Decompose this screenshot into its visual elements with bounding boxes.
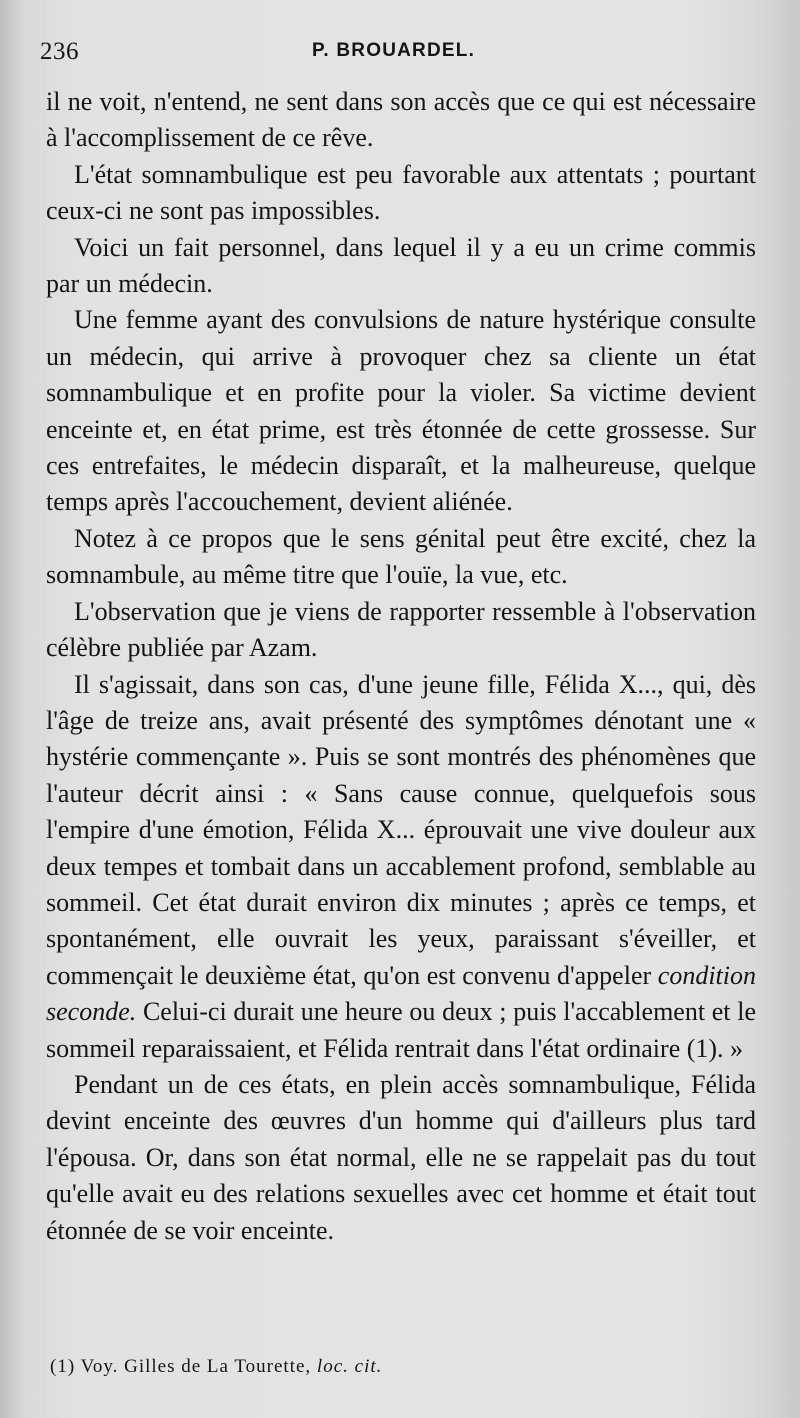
- footnote-text: Voy. Gilles de La Tourette,: [80, 1356, 312, 1377]
- paragraph: Une femme ayant des convulsions de nature hystérique consulte un médecin, qui arrive à provoquer chez sa cliente un état somnambulique et en profite pour la violer. Sa victime devient enceinte et, en état prime, est très étonnée de cette grossesse. Sur ces entrefaites, le médecin disparaît, et la malheureuse, quelque temps après l'accouchement, devient aliénée.: [46, 305, 756, 517]
- paragraph: Pendant un de ces états, en plein accès somnambulique, Félida devint enceinte des œuvres d'un homme qui d'ailleurs plus tard l'épousa. Or, dans son état normal, elle ne se rappelait pas du tout qu'elle avait eu des relations sexuelles avec cet homme et était tout étonnée de se voir enceinte.: [46, 1069, 756, 1245]
- paragraph: L'observation que je viens de rapporter ressemble à l'observation célèbre publiée par Azam.: [46, 596, 756, 663]
- footnote: [50, 1356, 750, 1378]
- paragraph-felida: [46, 667, 756, 1067]
- paragraph-text-after: Celui-ci durait une heure ou deux ; puis l'accablement et le sommeil reparaissaient, et Félida rentrait dans l'état ordinaire (1). »: [46, 997, 756, 1063]
- paragraph: Notez à ce propos que le sens génital peut être excité, chez la somnambule, au même titre que l'ouïe, la vue, etc.: [46, 523, 756, 590]
- running-title: P. BROUARDEL.: [312, 40, 476, 61]
- footnote-italic: loc. cit.: [316, 1356, 383, 1377]
- paragraph-text-before: Il s'agissait, dans son cas, d'une jeune fille, Félida X..., qui, dès l'âge de treize ans, avait présenté des symptômes dénotant une « hystérie commençante ». Puis se sont montrés des phénomènes que l'auteur décrit ainsi : « Sans cause connue, quelquefois sous l'empire d'une émotion, Félida X... éprouvait une vive douleur aux deux tempes et tombait dans un accablement profond, semblable au sommeil. Cet état durait environ dix minutes ; après ce temps, et spontanément, elle ouvrait les yeux, paraissant s'éveiller, et commençait le deuxième état, qu'on est convenu d'appeler: [46, 669, 756, 990]
- italic-condition-seconde: condition seconde.: [46, 960, 756, 1027]
- page-header: [40, 38, 755, 78]
- page-number: 236: [40, 38, 79, 65]
- body-text: [46, 84, 756, 1249]
- paragraph-continuation: il ne voit, n'entend, ne sent dans son accès que ce qui est nécessaire à l'accomplissement de ce rêve.: [46, 87, 756, 153]
- paragraph: L'état somnambulique est peu favorable aux attentats ; pourtant ceux-ci ne sont pas impossibles.: [46, 159, 756, 226]
- footnote-marker: (1): [50, 1356, 76, 1377]
- paragraph: Voici un fait personnel, dans lequel il y a eu un crime commis par un médecin.: [46, 232, 756, 299]
